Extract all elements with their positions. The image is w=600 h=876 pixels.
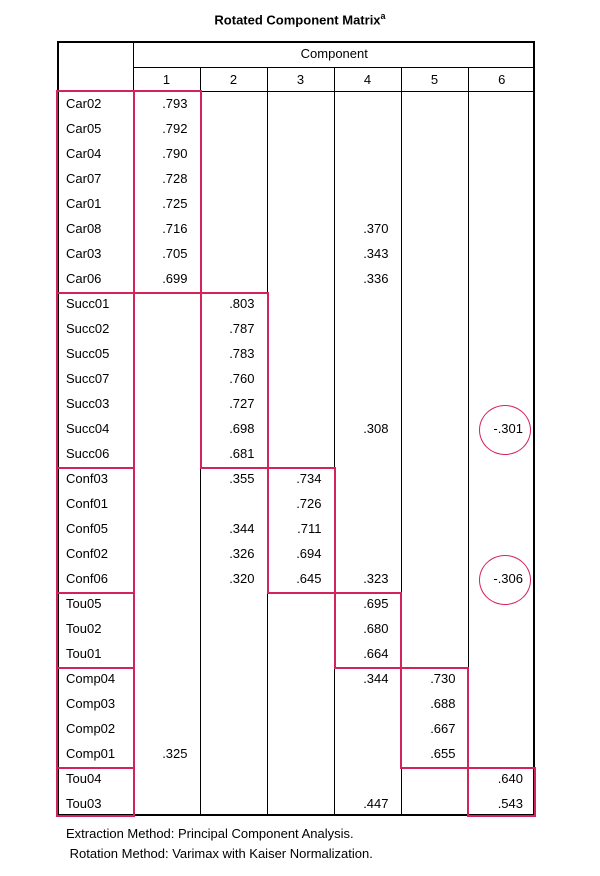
loading-cell: .698	[200, 416, 267, 441]
loading-cell	[468, 191, 535, 216]
loading-cell	[334, 541, 401, 566]
loading-cell	[334, 716, 401, 741]
loading-cell	[468, 466, 535, 491]
loading-cell	[200, 591, 267, 616]
loading-cell	[468, 666, 535, 691]
footnote-rotation: Rotation Method: Varimax with Kaiser Normalization.	[66, 846, 373, 861]
table-row	[57, 766, 535, 791]
loading-cell	[200, 741, 267, 766]
loading-cell	[267, 416, 334, 441]
row-label: Comp02	[57, 716, 133, 741]
loading-cell	[133, 766, 200, 791]
row-label: Succ05	[57, 341, 133, 366]
loading-cell	[200, 166, 267, 191]
loading-cell	[334, 191, 401, 216]
row-label: Tou01	[57, 641, 133, 666]
loading-cell: .640	[468, 766, 535, 791]
loading-cell	[200, 666, 267, 691]
row-label: Car04	[57, 141, 133, 166]
loading-cell	[133, 441, 200, 466]
table-row	[57, 566, 535, 591]
loading-cell	[133, 466, 200, 491]
loading-cell	[468, 441, 535, 466]
loading-cell	[334, 466, 401, 491]
loading-cell	[133, 491, 200, 516]
loading-cell	[267, 341, 334, 366]
loading-cell: .790	[133, 141, 200, 166]
loading-cell	[401, 541, 468, 566]
loading-cell	[267, 616, 334, 641]
table-row	[57, 616, 535, 641]
loading-cell	[468, 141, 535, 166]
loading-cell	[401, 141, 468, 166]
loading-cell	[401, 441, 468, 466]
loading-cell	[267, 441, 334, 466]
loading-cell	[468, 341, 535, 366]
loading-cell: .325	[133, 741, 200, 766]
loading-cell	[401, 591, 468, 616]
loading-cell	[401, 216, 468, 241]
table-row	[57, 391, 535, 416]
loading-cell	[334, 316, 401, 341]
loading-cell	[133, 316, 200, 341]
loading-cell	[468, 641, 535, 666]
component-number-4: 4	[334, 67, 401, 91]
loading-cell	[401, 291, 468, 316]
loading-cell: .727	[200, 391, 267, 416]
table-row	[57, 91, 535, 116]
loading-cell: .680	[334, 616, 401, 641]
loading-cell: .705	[133, 241, 200, 266]
row-label: Succ03	[57, 391, 133, 416]
loading-cell	[267, 641, 334, 666]
component-header: Component	[133, 41, 535, 67]
loading-cell	[200, 716, 267, 741]
loading-cell	[468, 491, 535, 516]
loading-cell: .343	[334, 241, 401, 266]
row-label: Tou04	[57, 766, 133, 791]
loading-cell: .711	[267, 516, 334, 541]
table-row	[57, 216, 535, 241]
loading-cell	[133, 366, 200, 391]
loading-cell: .728	[133, 166, 200, 191]
loading-cell	[200, 266, 267, 291]
table-row	[57, 416, 535, 441]
loading-cell	[468, 516, 535, 541]
table-row	[57, 341, 535, 366]
loading-cell: .344	[200, 516, 267, 541]
footnote-extraction: Extraction Method: Principal Component Analysis.	[66, 826, 354, 841]
loading-cell	[200, 616, 267, 641]
header-row-numbers	[57, 67, 535, 91]
table-row	[57, 716, 535, 741]
loading-cell: .730	[401, 666, 468, 691]
row-label: Conf01	[57, 491, 133, 516]
rotated-component-matrix	[57, 41, 535, 816]
loading-cell	[200, 641, 267, 666]
loading-cell	[267, 666, 334, 691]
loading-cell	[267, 366, 334, 391]
loading-cell	[267, 116, 334, 141]
loading-cell: .688	[401, 691, 468, 716]
loading-cell: .320	[200, 566, 267, 591]
loading-cell	[334, 491, 401, 516]
loading-cell	[468, 691, 535, 716]
loading-cell: .803	[200, 291, 267, 316]
loading-cell: .543	[468, 791, 535, 816]
row-label: Succ02	[57, 316, 133, 341]
row-label: Comp04	[57, 666, 133, 691]
row-label: Conf06	[57, 566, 133, 591]
row-label: Car07	[57, 166, 133, 191]
loading-cell	[401, 91, 468, 116]
loading-cell	[133, 616, 200, 641]
loading-cell	[401, 366, 468, 391]
table-row	[57, 591, 535, 616]
row-label: Succ07	[57, 366, 133, 391]
loading-cell	[267, 216, 334, 241]
table-row	[57, 741, 535, 766]
loading-cell	[267, 741, 334, 766]
loading-cell: .664	[334, 641, 401, 666]
table-row	[57, 466, 535, 491]
component-number-5: 5	[401, 67, 468, 91]
loading-cell: .645	[267, 566, 334, 591]
loading-cell	[468, 116, 535, 141]
loading-cell	[401, 516, 468, 541]
loading-cell: .792	[133, 116, 200, 141]
loading-cell: .370	[334, 216, 401, 241]
loading-cell: .326	[200, 541, 267, 566]
loading-cell	[133, 391, 200, 416]
loading-cell	[468, 366, 535, 391]
component-number-3: 3	[267, 67, 334, 91]
loading-cell: .344	[334, 666, 401, 691]
loading-cell	[267, 191, 334, 216]
loading-cell	[133, 641, 200, 666]
loading-cell: .681	[200, 441, 267, 466]
table-row	[57, 691, 535, 716]
loading-cell	[468, 91, 535, 116]
component-number-2: 2	[200, 67, 267, 91]
table-row	[57, 191, 535, 216]
loading-cell	[401, 391, 468, 416]
loading-cell	[468, 591, 535, 616]
loading-cell: .355	[200, 466, 267, 491]
loading-cell	[401, 766, 468, 791]
loading-cell	[133, 791, 200, 816]
loading-cell	[267, 791, 334, 816]
loading-cell	[133, 516, 200, 541]
loading-cell	[200, 116, 267, 141]
loading-cell	[468, 391, 535, 416]
loading-cell	[133, 591, 200, 616]
loading-cell	[401, 616, 468, 641]
row-label: Car05	[57, 116, 133, 141]
loading-cell	[267, 291, 334, 316]
row-label: Car01	[57, 191, 133, 216]
loading-cell	[267, 391, 334, 416]
loading-cell	[334, 691, 401, 716]
loading-cell	[267, 691, 334, 716]
row-label: Conf03	[57, 466, 133, 491]
table-row	[57, 791, 535, 816]
table-row	[57, 366, 535, 391]
loading-cell	[468, 616, 535, 641]
loading-cell	[133, 666, 200, 691]
loading-cell: .725	[133, 191, 200, 216]
loading-cell	[200, 691, 267, 716]
loading-cell: -.301	[468, 416, 535, 441]
loading-cell	[401, 266, 468, 291]
table-row	[57, 641, 535, 666]
loading-cell	[200, 141, 267, 166]
row-label: Succ06	[57, 441, 133, 466]
loading-cell: .760	[200, 366, 267, 391]
loading-cell: .323	[334, 566, 401, 591]
row-label: Comp01	[57, 741, 133, 766]
row-label: Tou02	[57, 616, 133, 641]
loading-cell	[468, 166, 535, 191]
loading-cell	[200, 766, 267, 791]
loading-cell	[334, 766, 401, 791]
loading-cell	[267, 91, 334, 116]
component-number-1: 1	[133, 67, 200, 91]
header-row-group	[57, 41, 535, 67]
loading-cell	[334, 91, 401, 116]
table-row	[57, 116, 535, 141]
loading-cell	[401, 491, 468, 516]
row-label: Conf02	[57, 541, 133, 566]
loading-cell	[200, 91, 267, 116]
loading-cell	[401, 791, 468, 816]
row-label: Car06	[57, 266, 133, 291]
loading-cell: -.306	[468, 566, 535, 591]
table-row	[57, 666, 535, 691]
loading-cell: .667	[401, 716, 468, 741]
loading-cell	[401, 466, 468, 491]
loading-cell	[267, 766, 334, 791]
row-label: Car03	[57, 241, 133, 266]
table-row	[57, 441, 535, 466]
loading-cell	[133, 716, 200, 741]
row-label: Conf05	[57, 516, 133, 541]
row-label: Car08	[57, 216, 133, 241]
loading-cell	[401, 566, 468, 591]
loading-cell	[468, 291, 535, 316]
loading-cell: .699	[133, 266, 200, 291]
table-row	[57, 516, 535, 541]
loading-cell	[267, 241, 334, 266]
loading-cell	[334, 741, 401, 766]
loading-cell: .336	[334, 266, 401, 291]
loading-cell	[334, 366, 401, 391]
loading-cell	[401, 191, 468, 216]
loading-cell	[468, 266, 535, 291]
loading-cell	[401, 416, 468, 441]
loading-cell	[200, 241, 267, 266]
loading-cell	[468, 316, 535, 341]
component-number-6: 6	[468, 67, 535, 91]
loading-cell	[468, 216, 535, 241]
loading-cell	[267, 316, 334, 341]
loading-cell: .787	[200, 316, 267, 341]
table-row	[57, 166, 535, 191]
loading-cell	[267, 166, 334, 191]
loading-cell	[133, 341, 200, 366]
row-label: Tou05	[57, 591, 133, 616]
loading-cell	[468, 716, 535, 741]
loading-cell: .734	[267, 466, 334, 491]
loading-cell: .793	[133, 91, 200, 116]
row-label: Comp03	[57, 691, 133, 716]
table-row	[57, 491, 535, 516]
loading-cell	[334, 391, 401, 416]
table-row	[57, 541, 535, 566]
loading-cell	[200, 216, 267, 241]
table-row	[57, 291, 535, 316]
loading-cell	[133, 291, 200, 316]
loading-cell: .694	[267, 541, 334, 566]
loading-cell: .726	[267, 491, 334, 516]
loading-cell	[401, 116, 468, 141]
loading-cell	[334, 516, 401, 541]
loading-cell	[401, 241, 468, 266]
loading-cell	[334, 341, 401, 366]
loading-cell	[133, 691, 200, 716]
loading-cell	[334, 291, 401, 316]
loading-cell: .655	[401, 741, 468, 766]
loading-cell	[334, 441, 401, 466]
table-title: Rotated Component Matrix$^a$	[214, 11, 386, 28]
loading-cell	[267, 591, 334, 616]
loading-cell	[133, 566, 200, 591]
loading-cell	[401, 641, 468, 666]
loading-cell: .695	[334, 591, 401, 616]
loading-cell	[200, 791, 267, 816]
loading-cell	[267, 141, 334, 166]
table-row	[57, 316, 535, 341]
loading-cell	[133, 416, 200, 441]
row-label: Succ04	[57, 416, 133, 441]
loading-cell: .783	[200, 341, 267, 366]
loading-cell	[133, 541, 200, 566]
row-label: Car02	[57, 91, 133, 116]
loading-cell: .308	[334, 416, 401, 441]
loading-cell	[401, 166, 468, 191]
loading-cell	[334, 166, 401, 191]
loading-cell	[200, 191, 267, 216]
table-row	[57, 141, 535, 166]
table-row	[57, 266, 535, 291]
row-label: Succ01	[57, 291, 133, 316]
loading-cell	[334, 116, 401, 141]
loading-cell	[468, 241, 535, 266]
row-label: Tou03	[57, 791, 133, 816]
loading-cell	[401, 316, 468, 341]
loading-cell	[267, 716, 334, 741]
loading-cell: .716	[133, 216, 200, 241]
table-row	[57, 241, 535, 266]
loading-cell	[468, 741, 535, 766]
loading-cell	[468, 541, 535, 566]
loading-cell	[200, 491, 267, 516]
loading-cell	[334, 141, 401, 166]
loading-cell: .447	[334, 791, 401, 816]
loading-cell	[401, 341, 468, 366]
loading-cell	[267, 266, 334, 291]
